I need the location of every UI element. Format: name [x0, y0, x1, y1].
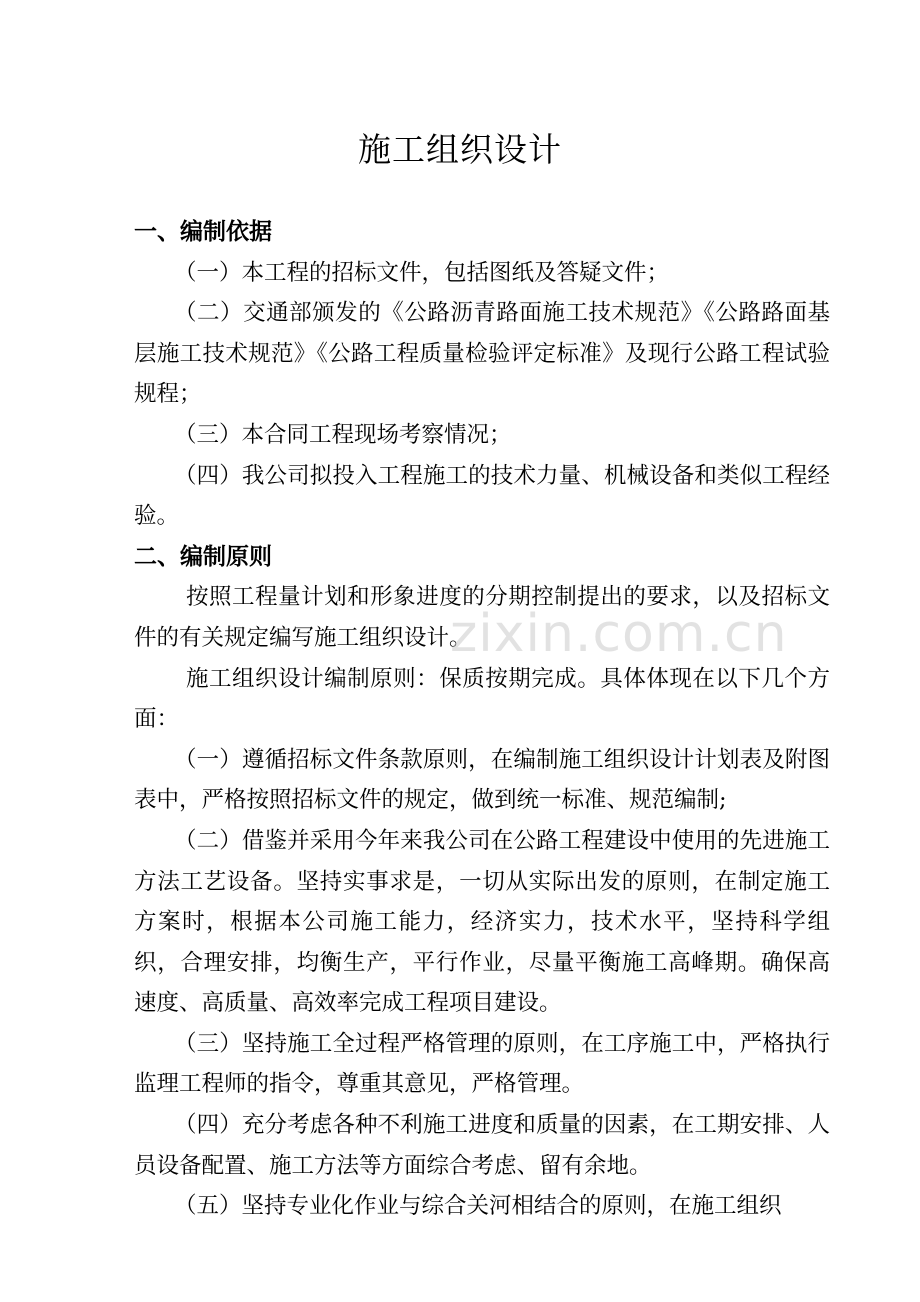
- principle-item-5: （五）坚持专业化作业与综合关河相结合的原则，在施工组织: [174, 1193, 782, 1220]
- section-heading-basis: 一、编制依据: [134, 219, 272, 245]
- document-body: [134, 212, 830, 1227]
- principles-summary: 施工组织设计编制原则：保质按期完成。具体体现在以下几个方面：: [134, 665, 830, 733]
- basis-item-1: （一）本工程的招标文件，包括图纸及答疑文件；: [174, 259, 670, 286]
- document-title: 施工组织设计: [358, 130, 562, 169]
- basis-item-2: （二）交通部颁发的《公路沥青路面施工技术规范》《公路路面基层施工技术规范》《公路工程质量检验评定标准》及现行公路工程试验规程；: [134, 300, 830, 408]
- principle-item-4: （四）充分考虑各种不利施工进度和质量的因素，在工期安排、人员设备配置、施工方法等方面综合考虑、留有余地。: [134, 1112, 830, 1179]
- basis-item-3: （三）本合同工程现场考察情况；: [174, 421, 512, 448]
- basis-item-4: （四）我公司拟投入工程施工的技术力量、机械设备和类似工程经验。: [134, 462, 830, 530]
- principle-item-1: （一）遵循招标文件条款原则，在编制施工组织设计计划表及附图表中，严格按照招标文件的规定，做到统一标准、规范编制;: [134, 746, 830, 814]
- principle-item-3: （三）坚持施工全过程严格管理的原则，在工序施工中，严格执行监理工程师的指令，尊重其意见，严格管理。: [134, 1030, 830, 1098]
- principle-item-2: （二）借鉴并采用今年来我公司在公路工程建设中使用的先进施工方法工艺设备。坚持实事求是，一切从实际出发的原则，在制定施工方案时，根据本公司施工能力，经济实力，技术水平，坚持科学组织，合理安排，均衡生产，平行作业，尽量平衡施工高峰期。确保高速度、高质量、高效率完成工程项目建设。: [134, 827, 830, 1017]
- principles-intro: 按照工程量计划和形象进度的分期控制提出的要求，以及招标文件的有关规定编写施工组织设计。: [134, 584, 830, 651]
- watermark-text: zixin.com.cn: [450, 604, 788, 664]
- section-heading-principles: 二、编制原则: [134, 543, 272, 570]
